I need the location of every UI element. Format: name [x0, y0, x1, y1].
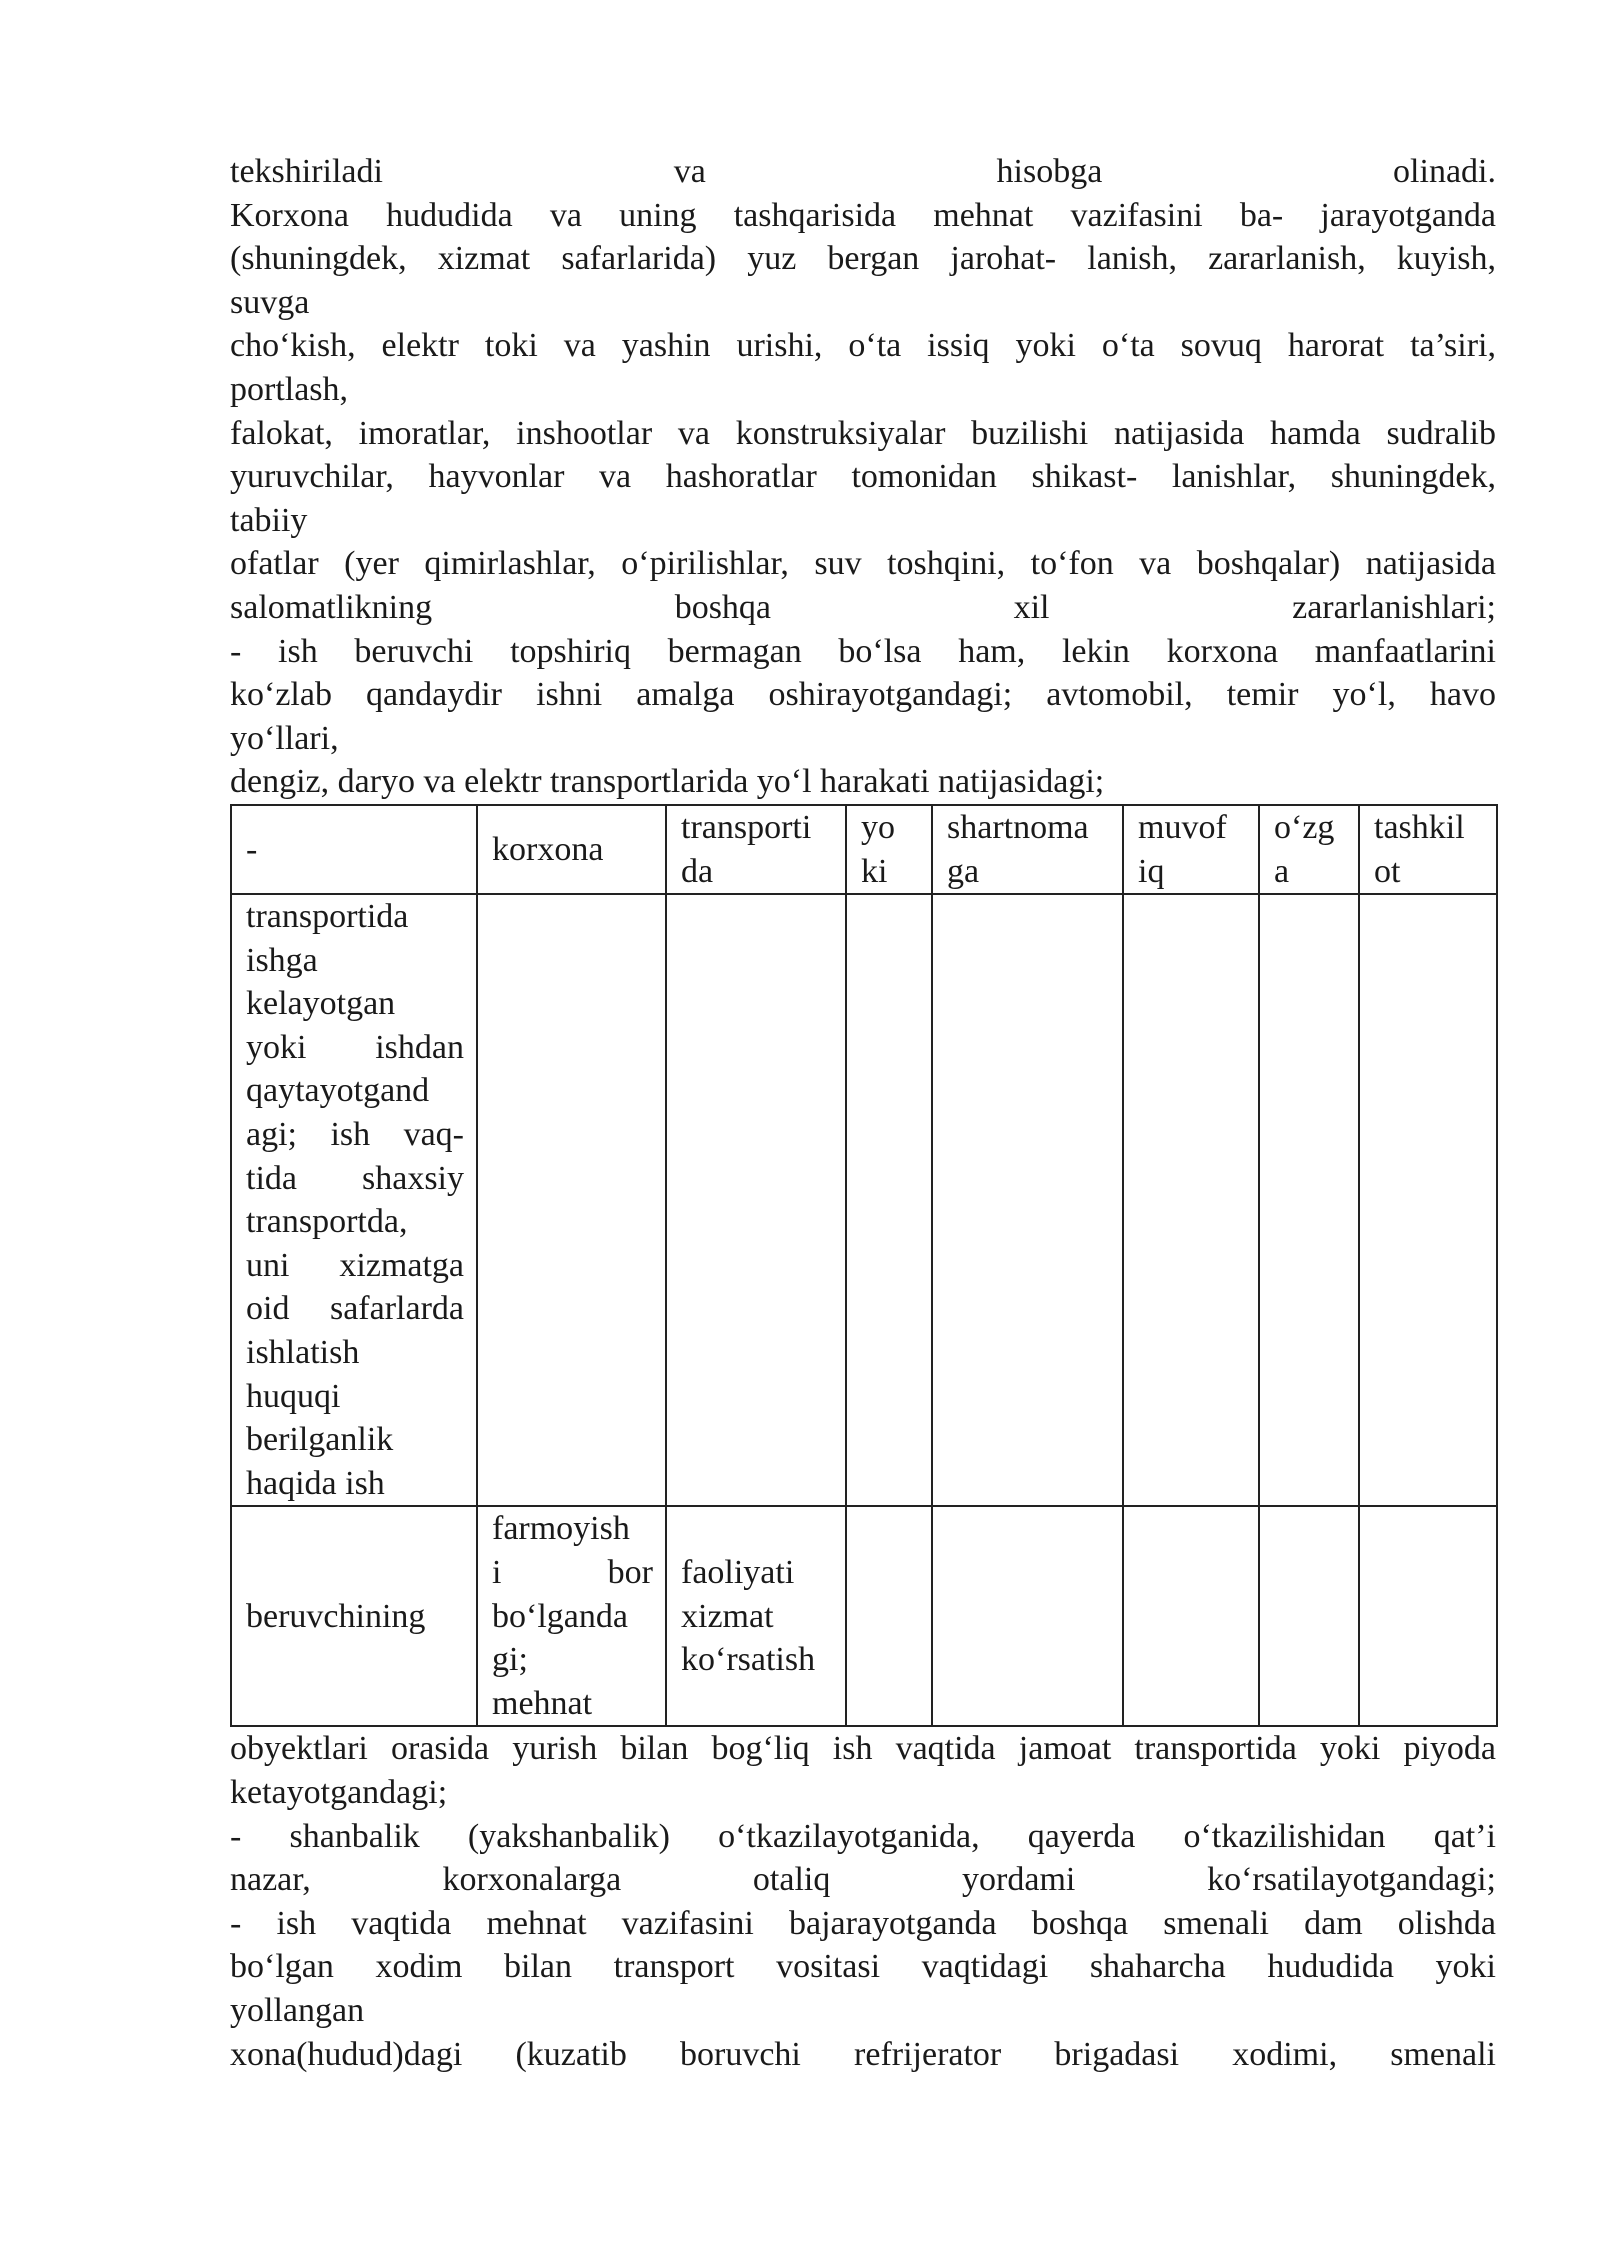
text-line: ketayotgandagi; — [230, 1773, 448, 1811]
text-line: ofatlar (yer qimirlashlar, o‘pirilishlar, suv toshqini, to‘fon va boshqalar) natijasida — [230, 545, 1496, 583]
table-header-cell — [932, 805, 1123, 894]
text-line: falokat, imoratlar, inshootlar va konstruksiyalar buzilishi natijasida hamda sudralib — [230, 414, 1496, 452]
cell-text-line: yoki ishdan — [246, 1028, 464, 1066]
cell-text-line: shartnoma — [947, 808, 1089, 846]
text-line: - shanbalik (yakshanbalik) o‘tkazilayotganida, qayerda o‘tkazilishidan qat’i — [230, 1817, 1496, 1855]
text-line: - ish vaqtida mehnat vazifasini bajarayotganda boshqa smenali dam olishda — [230, 1904, 1496, 1942]
table-cell — [846, 1506, 932, 1726]
document-page — [230, 150, 1496, 2076]
cell-text-line: faoliyati — [681, 1554, 795, 1591]
text-line: dengiz, daryo va elektr transportlarida yo‘l harakati natijasidagi; — [230, 763, 1105, 801]
text-line: suvga — [230, 283, 310, 321]
text-line: yollangan — [230, 1991, 365, 2029]
body-text-top — [230, 150, 1496, 804]
cell-text-line: ot — [1374, 852, 1401, 890]
cell-text-line: bo‘lganda — [492, 1597, 628, 1635]
table-header-row — [231, 805, 1497, 894]
table-cell — [1359, 1506, 1497, 1726]
text-line: obyektlari orasida yurish bilan bog‘liq ish vaqtida jamoat transportida yoki piyoda — [230, 1730, 1496, 1768]
cell-text-line: ko‘rsatish — [681, 1641, 816, 1679]
cell-text-line: ki — [861, 852, 888, 890]
cell-text-line: farmoyish — [492, 1510, 630, 1548]
text-line: yo‘llari, — [230, 719, 339, 757]
table-cell — [932, 894, 1123, 1506]
table-cell — [932, 1506, 1123, 1726]
table-cell — [1123, 1506, 1259, 1726]
table-header-cell — [231, 805, 477, 894]
body-text-bottom — [230, 1727, 1496, 2076]
cell-text-line: haqida ish — [246, 1464, 385, 1502]
table-cell — [1259, 894, 1359, 1506]
cell-text-line: transporti — [681, 808, 812, 846]
cell-text-line: uni xizmatga — [246, 1246, 464, 1284]
cell-text-line: - — [246, 830, 258, 868]
text-line: bo‘lgan xodim bilan transport vositasi vaqtidagi shaharcha hududida yoki — [230, 1948, 1496, 1986]
table-row — [231, 1506, 1497, 1726]
cell-text-line: tida shaxsiy — [246, 1159, 464, 1197]
cell-text-line: korxona — [492, 830, 604, 868]
text-line: nazar, korxonalarga otaliq yordami ko‘rsatilayotgandagi; — [230, 1861, 1496, 1899]
text-line: tekshiriladi va hisobga olinadi. — [230, 153, 1496, 190]
text-line: portlash, — [230, 370, 349, 408]
table-cell — [1123, 894, 1259, 1506]
cell-text-line: iq — [1138, 852, 1165, 890]
table-cell — [231, 894, 477, 1506]
data-table — [230, 804, 1498, 1727]
text-line: cho‘kish, elektr toki va yashin urishi, o‘ta issiq yoki o‘ta sovuq harorat ta’siri, — [230, 327, 1496, 365]
table-cell — [477, 894, 666, 1506]
cell-text-line: ga — [947, 852, 980, 890]
cell-text-line: agi; ish vaq- — [246, 1116, 464, 1154]
cell-text-line: berilganlik — [246, 1421, 394, 1459]
cell-text-line: i bor — [492, 1554, 653, 1591]
cell-text-line: o‘zg — [1274, 808, 1335, 846]
cell-text-line: ishga — [246, 941, 318, 979]
table-cell — [1359, 894, 1497, 1506]
table-cell — [666, 894, 846, 1506]
table-row — [231, 894, 1497, 1506]
text-line: xona(hudud)dagi (kuzatib boruvchi refrijerator brigadasi xodimi, smenali — [230, 2035, 1496, 2073]
table-header-cell — [477, 805, 666, 894]
table-header-cell — [1123, 805, 1259, 894]
cell-text-line: oid safarlarda — [246, 1290, 464, 1328]
cell-text-line: a — [1274, 852, 1290, 890]
cell-text-line: transportida — [246, 898, 409, 936]
table-cell — [231, 1506, 477, 1726]
table-header-cell — [1259, 805, 1359, 894]
data-table-wrapper — [230, 804, 1496, 1727]
cell-text-line: transportda, — [246, 1203, 408, 1241]
cell-text-line: mehnat — [492, 1684, 593, 1722]
text-line: salomatlikning boshqa xil zararlanishlari; — [230, 588, 1496, 626]
text-line: - ish beruvchi topshiriq bermagan bo‘lsa ham, lekin korxona manfaatlarini — [230, 632, 1496, 670]
text-line: tabiiy — [230, 501, 308, 539]
cell-text-line: tashkil — [1374, 808, 1465, 846]
table-header-cell — [1359, 805, 1497, 894]
cell-text-line: huquqi — [246, 1377, 341, 1415]
table-cell — [477, 1506, 666, 1726]
text-line: yuruvchilar, hayvonlar va hashoratlar tomonidan shikast- lanishlar, shuningdek, — [230, 458, 1496, 496]
text-line: Korxona hududida va uning tashqarisida mehnat vazifasini ba- jarayotganda — [230, 196, 1496, 234]
cell-text-line: beruvchining — [246, 1597, 426, 1635]
cell-text-line: kelayotgan — [246, 985, 396, 1023]
table-header-cell — [666, 805, 846, 894]
text-line: (shuningdek, xizmat safarlarida) yuz bergan jarohat- lanish, zararlanish, kuyish, — [230, 240, 1496, 278]
cell-text-line: gi; — [492, 1641, 528, 1679]
cell-text-line: da — [681, 852, 714, 890]
table-cell — [666, 1506, 846, 1726]
table-header-cell — [846, 805, 932, 894]
cell-text-line: qaytayotgand — [246, 1072, 430, 1110]
table-cell — [846, 894, 932, 1506]
cell-text-line: yo — [861, 808, 895, 846]
text-line: ko‘zlab qandaydir ishni amalga oshirayotgandagi; avtomobil, temir yo‘l, havo — [230, 676, 1496, 714]
cell-text-line: ishlatish — [246, 1334, 360, 1372]
cell-text-line: muvof — [1138, 808, 1227, 846]
table-cell — [1259, 1506, 1359, 1726]
cell-text-line: xizmat — [681, 1597, 774, 1635]
